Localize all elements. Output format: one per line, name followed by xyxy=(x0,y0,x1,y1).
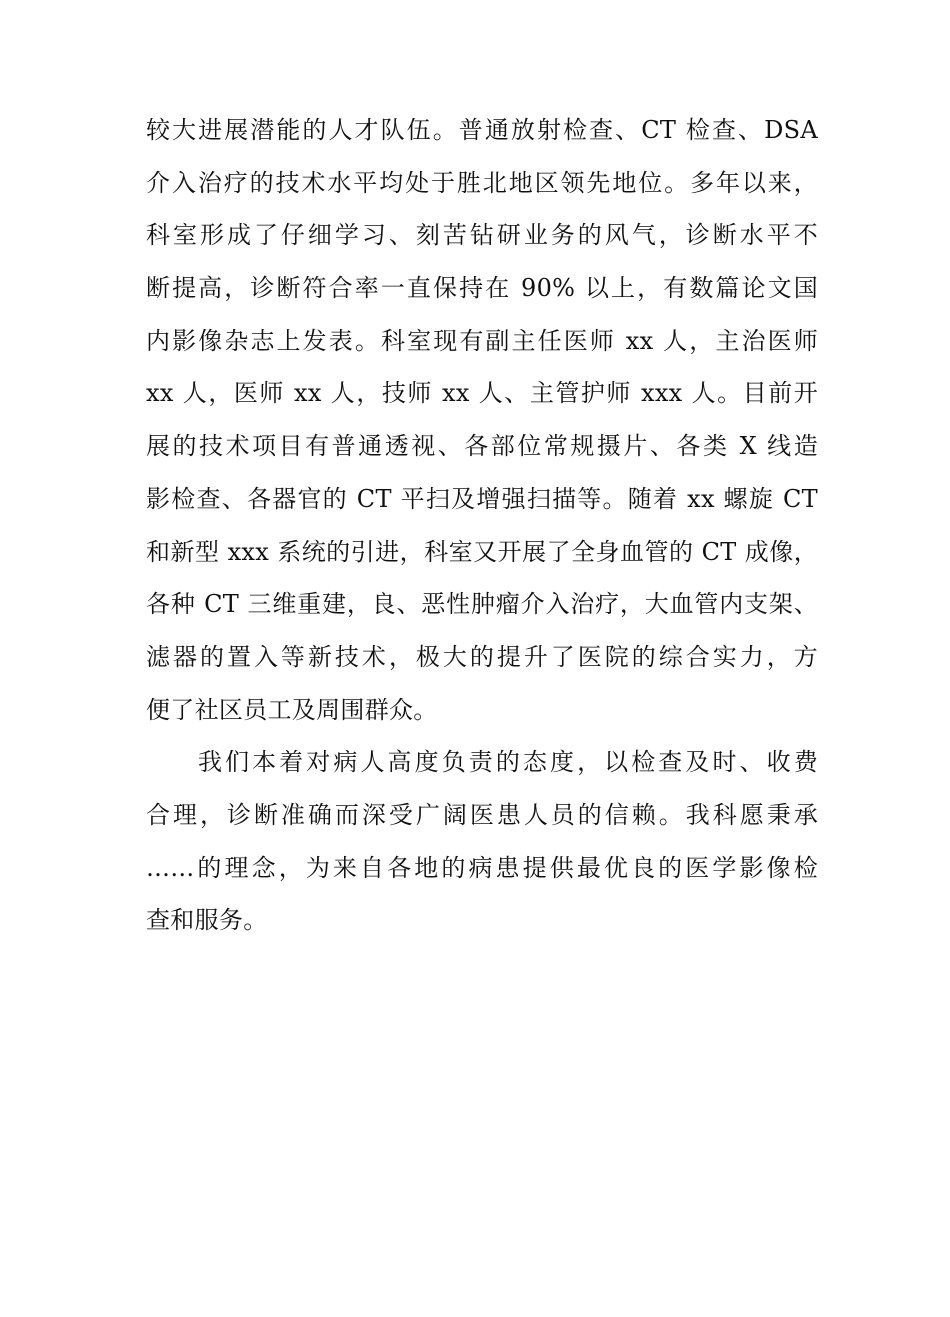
text-line: 查和服务。 xyxy=(146,906,268,935)
text-line: 介入治疗的技术水平均处于胜北地区领先地位。多年以来， xyxy=(146,168,818,197)
paragraph-1 xyxy=(146,104,818,736)
text-line: 展的技术项目有普通透视、各部位常规摄片、各类 X 线造 xyxy=(146,432,818,461)
text-line: 我们本着对病人高度负责的态度，以检查及时、收费 xyxy=(198,748,818,777)
text-line: xx 人，医师 xx 人，技师 xx 人、主管护师 xxx 人。目前开 xyxy=(146,379,818,408)
text-line: 科室形成了仔细学习、刻苦钻研业务的风气，诊断水平不 xyxy=(146,221,818,250)
text-line: 较大进展潜能的人才队伍。普通放射检查、CT 检查、DSA xyxy=(146,116,818,144)
text-line: ……的理念，为来自各地的病患提供最优良的医学影像检 xyxy=(146,853,818,882)
text-line: 滤器的置入等新技术，极大的提升了医院的综合实力，方 xyxy=(146,642,818,671)
text-line: 断提高，诊断符合率一直保持在 90% 以上，有数篇论文国 xyxy=(146,274,818,303)
text-line: 和新型 xxx 系统的引进，科室又开展了全身血管的 CT 成像， xyxy=(146,537,818,566)
text-line: 影检查、各器官的 CT 平扫及增强扫描等。随着 xx 螺旋 CT xyxy=(146,484,818,513)
body-text xyxy=(146,104,818,947)
text-line: 内影像杂志上发表。科室现有副主任医师 xx 人，主治医师 xyxy=(146,326,818,355)
text-line: 便了社区员工及周围群众。 xyxy=(146,695,438,724)
paragraph-2 xyxy=(146,736,818,947)
text-line: 合理，诊断准确而深受广阔医患人员的信赖。我科愿秉承 xyxy=(146,800,818,829)
text-line: 各种 CT 三维重建，良、恶性肿瘤介入治疗，大血管内支架、 xyxy=(146,590,818,619)
